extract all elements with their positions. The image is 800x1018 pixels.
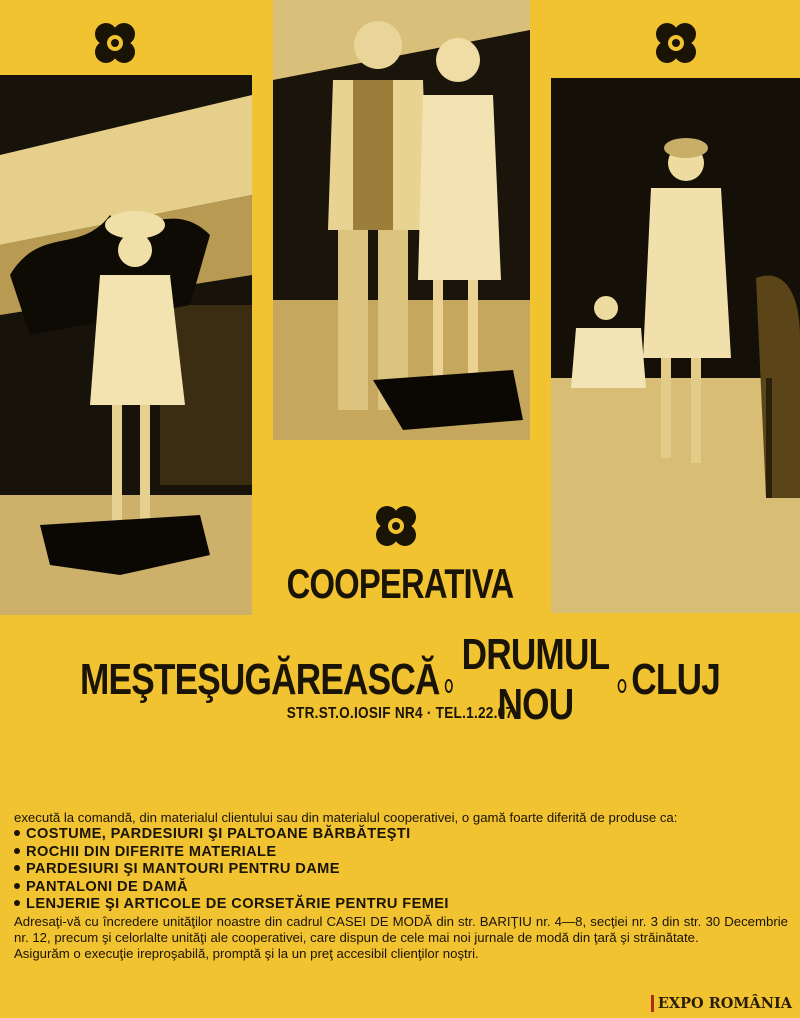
title-part-cluj: CLUJ (631, 655, 720, 704)
ring-separator-icon (444, 679, 453, 693)
photo-woman-with-hat (0, 75, 252, 615)
list-item: ROCHII DIN DIFERITE MATERIALE (14, 844, 788, 862)
title-part-mestesugareasca: MEŞTEŞUGĂREASCĂ (80, 655, 440, 704)
photo-couple (273, 0, 530, 440)
bullet-icon (14, 830, 20, 836)
expo-romania-watermark: EXPO ROMÂNIA (651, 995, 792, 1012)
flower-logo-icon (653, 20, 699, 66)
bullet-icon (14, 848, 20, 854)
ring-separator-icon (618, 679, 627, 693)
address-line: STR.ST.O.IOSIF NR4 · TEL.1.22.07 (286, 705, 514, 722)
bullet-icon (14, 883, 20, 889)
advert-body (14, 810, 788, 962)
flower-logo-icon (92, 20, 138, 66)
title-part-drumul-nou: DRUMUL NOU (461, 630, 610, 729)
intro-text: execută la comandă, din materialul clientului sau din materialul cooperativei, o gamă foarte diferită de produse ca: (14, 810, 678, 825)
contact-paragraph: Adresaţi-vă cu încredere unităţilor noastre din cadrul CASEI DE MODĂ din str. BARIŢIU nr. 4—8, secţiei nr. 3 din str. 30 Decembrie nr. 12, precum şi celorlalte unităţi ale cooperativei, care dispun de cele mai noi jurnale de modă din ţară şi străinătate. (14, 913, 788, 945)
product-list (14, 826, 788, 914)
flower-logo-icon (373, 503, 419, 549)
list-item: COSTUME, PARDESIURI ŞI PALTOANE BĂRBĂTEŞTI (14, 826, 788, 844)
list-item: PARDESIURI ŞI MANTOURI PENTRU DAME (14, 861, 788, 879)
bullet-icon (14, 900, 20, 906)
bullet-icon (14, 865, 20, 871)
photo-woman-with-child-and-horse (551, 78, 800, 613)
list-item: PANTALONI DE DAMĂ (14, 879, 788, 897)
title-cooperativa: COOPERATIVA (286, 560, 514, 607)
closing-paragraph: Asigurăm o execuţie ireproşabilă, promptă şi la un preţ accesibil clienţilor noştri. (14, 945, 479, 961)
list-item: LENJERIE ŞI ARTICOLE DE CORSETĂRIE PENTRU FEMEI (14, 896, 788, 914)
